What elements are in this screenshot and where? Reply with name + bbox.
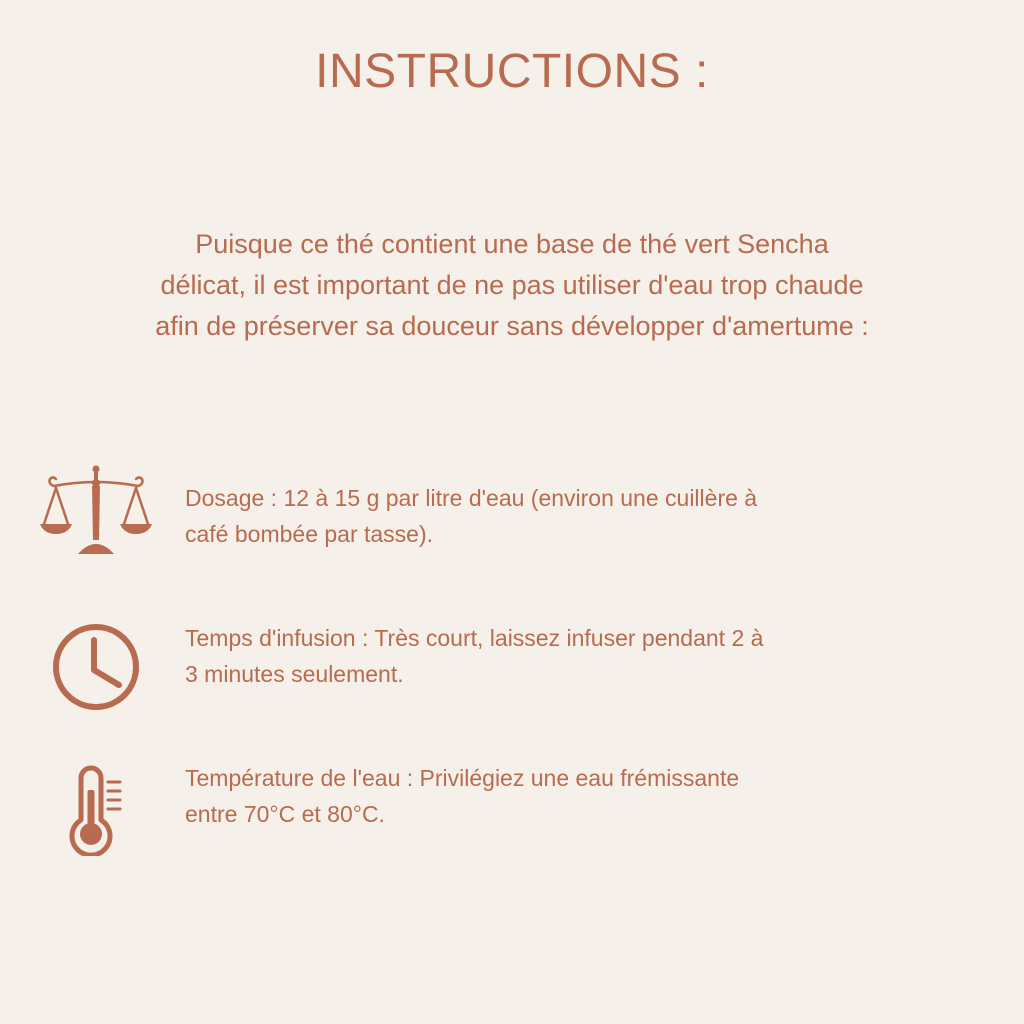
dosage-line: Dosage : 12 à 15 g par litre d'eau (environ une cuillère à xyxy=(185,485,758,511)
intro-line: délicat, il est important de ne pas utiliser d'eau trop chaude xyxy=(160,270,864,300)
instruction-infusion-time xyxy=(0,620,1024,720)
instruction-dosage xyxy=(0,462,1024,562)
instruction-temperature xyxy=(0,760,1024,860)
thermometer-icon xyxy=(66,764,126,856)
infusion-time-line: Temps d'infusion : Très court, laissez infuser pendant 2 à xyxy=(185,625,764,651)
temperature-line: Température de l'eau : Privilégiez une eau frémissante xyxy=(185,765,740,791)
temperature-text xyxy=(185,760,995,832)
intro-paragraph xyxy=(12,224,1012,347)
scale-icon xyxy=(38,464,154,558)
dosage-text xyxy=(185,480,995,552)
infusion-time-line: 3 minutes seulement. xyxy=(185,661,404,687)
dosage-line: café bombée par tasse). xyxy=(185,521,434,547)
temperature-line: entre 70°C et 80°C. xyxy=(185,801,385,827)
infusion-time-text xyxy=(185,620,995,692)
intro-line: afin de préserver sa douceur sans développer d'amertume : xyxy=(155,311,869,341)
clock-icon xyxy=(51,622,141,712)
page-title: INSTRUCTIONS : xyxy=(315,45,709,98)
intro-line: Puisque ce thé contient une base de thé vert Sencha xyxy=(195,229,829,259)
